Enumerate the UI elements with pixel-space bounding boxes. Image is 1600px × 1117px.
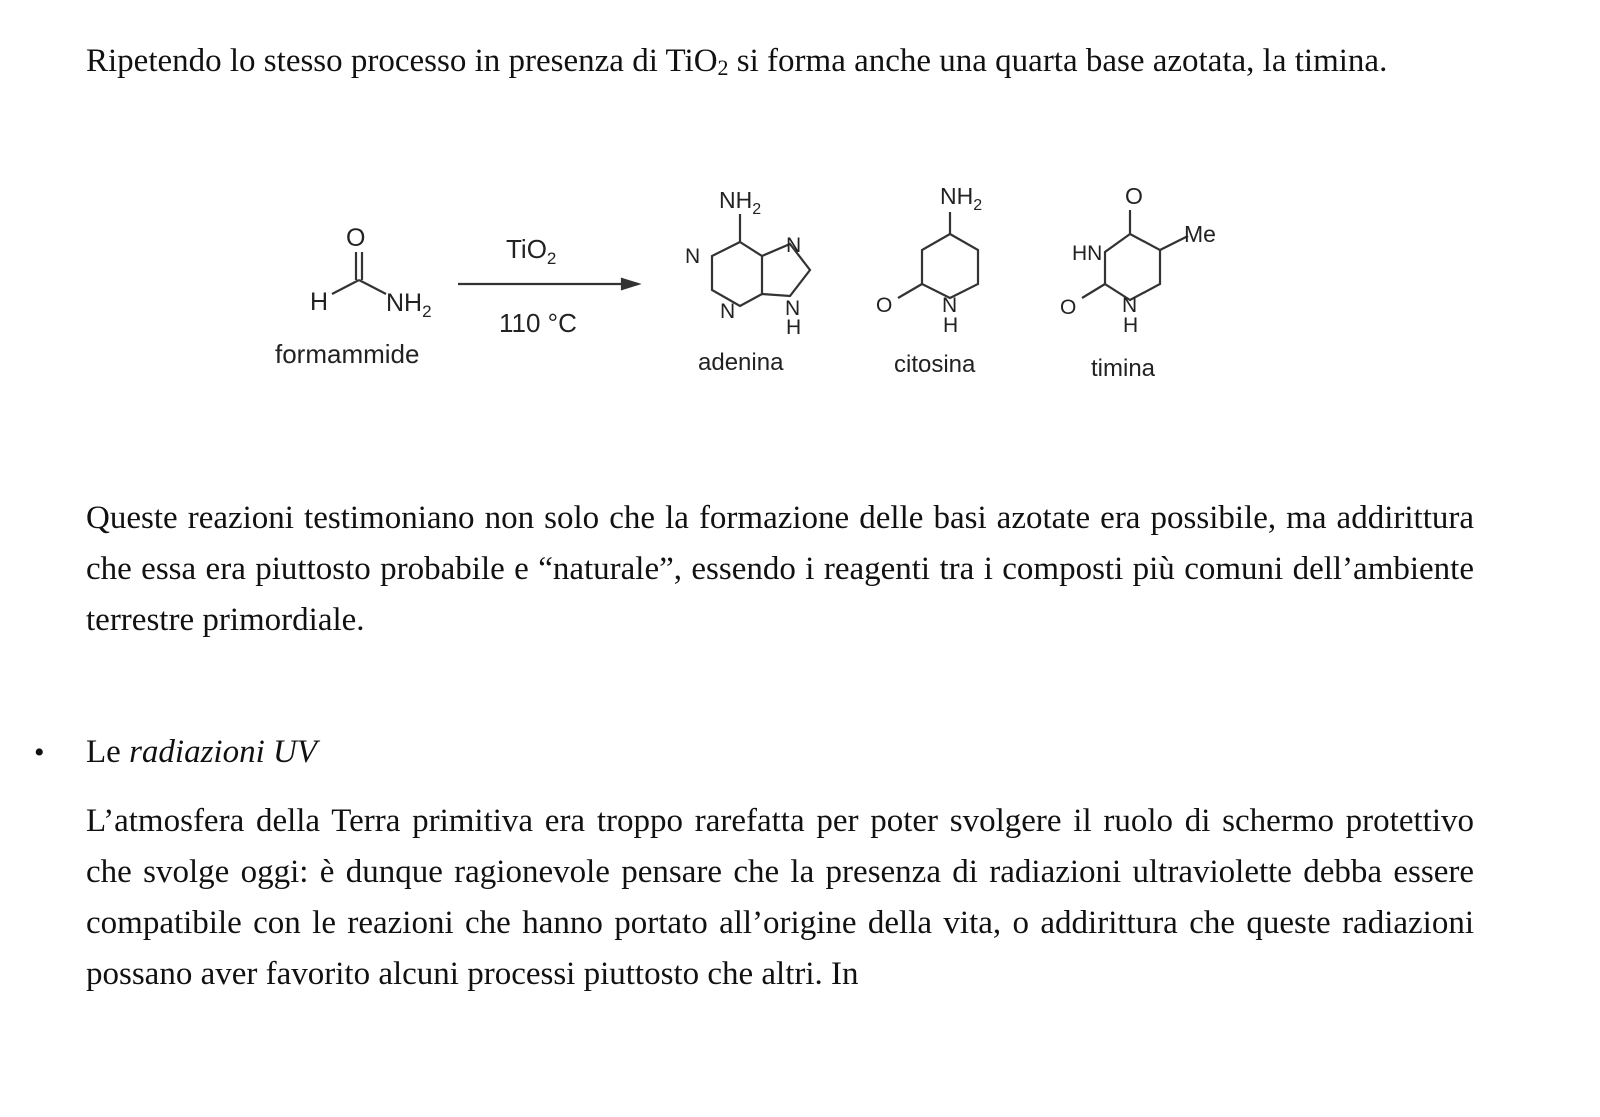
formamide-label: formammide: [275, 339, 420, 369]
arrow-head: [622, 279, 638, 289]
thymine-structure: [1060, 183, 1216, 382]
adenine-label: adenina: [698, 349, 784, 376]
bullet-italic-term: radiazioni UV: [129, 734, 317, 770]
thymine-methyl: Me: [1184, 221, 1216, 247]
adenine-n1: N: [685, 245, 701, 268]
thymine-ring: [1105, 234, 1160, 300]
cytosine-label: citosina: [894, 351, 976, 378]
conclusion-paragraph: Queste reazioni testimoniano non solo che la formazione delle basi azotate era possibile, ma addirittura che essa era piuttosto probabile e “naturale”, essendo i reagenti tra i composti più comuni dell’ambiente terrestre primordiale.: [86, 500, 1474, 638]
bullet-symbol: •: [34, 736, 45, 769]
cytosine-amine: $NH_2$: [940, 183, 983, 214]
formamide-oxygen: O: [346, 224, 366, 252]
cytosine-h1: H: [943, 314, 959, 337]
adenine-n7: N: [786, 234, 802, 257]
adenine-n3: N: [720, 300, 736, 323]
cytosine-structure: [876, 183, 982, 378]
thymine-c2o-bond: [1082, 284, 1105, 298]
thymine-o4: O: [1125, 183, 1143, 209]
intro-text-end: si forma anche una quarta base azotata, la timina.: [728, 43, 1388, 79]
formamide-cn-bond: [359, 280, 386, 294]
adenine-pyrimidine-ring: [712, 242, 762, 306]
reaction-arrow: [458, 234, 638, 338]
formamide-structure: [275, 224, 432, 369]
cytosine-n1: N: [942, 294, 958, 317]
thymine-o2: O: [1060, 296, 1077, 319]
thymine-label: timina: [1091, 355, 1156, 382]
thymine-n3: HN: [1072, 242, 1103, 265]
thymine-h1: H: [1123, 314, 1139, 337]
formamide-ch-bond: [332, 280, 359, 294]
cytosine-oxygen: O: [876, 294, 893, 317]
adenine-structure: [685, 187, 810, 376]
intro-subscript: 2: [717, 55, 729, 80]
cytosine-ring: [922, 234, 978, 298]
adenine-n9: N: [785, 297, 801, 320]
bullet-lead: Le: [86, 734, 130, 770]
intro-paragraph: [86, 36, 1474, 87]
adenine-h9: H: [786, 316, 802, 339]
thymine-n1: N: [1122, 294, 1138, 317]
catalyst-label: TiO$_2$: [506, 234, 557, 268]
cytosine-co-bond: [898, 284, 922, 298]
reaction-scheme: [270, 170, 1280, 400]
condition-label: 110 °C: [499, 308, 577, 338]
uv-paragraph: L’atmosfera della Terra primitiva era troppo rarefatta per poter svolgere il ruolo di schermo protettivo che svolge oggi: è dunque ragionevole pensare che la presenza di radiazioni ultraviolette debba essere compatibile con le reazioni che hanno portato all’origine della vita, o addirittura che queste radiazioni possano aver favorito alcuni processi piuttosto che altri. In: [86, 803, 1474, 992]
adenine-amine: $NH_2$: [719, 187, 762, 218]
bullet-heading: [86, 727, 317, 778]
formamide-amine: $NH_2$: [386, 289, 432, 321]
formamide-hydrogen: H: [310, 288, 329, 316]
intro-text-start: Ripetendo lo stesso processo in presenza di TiO: [86, 43, 718, 79]
